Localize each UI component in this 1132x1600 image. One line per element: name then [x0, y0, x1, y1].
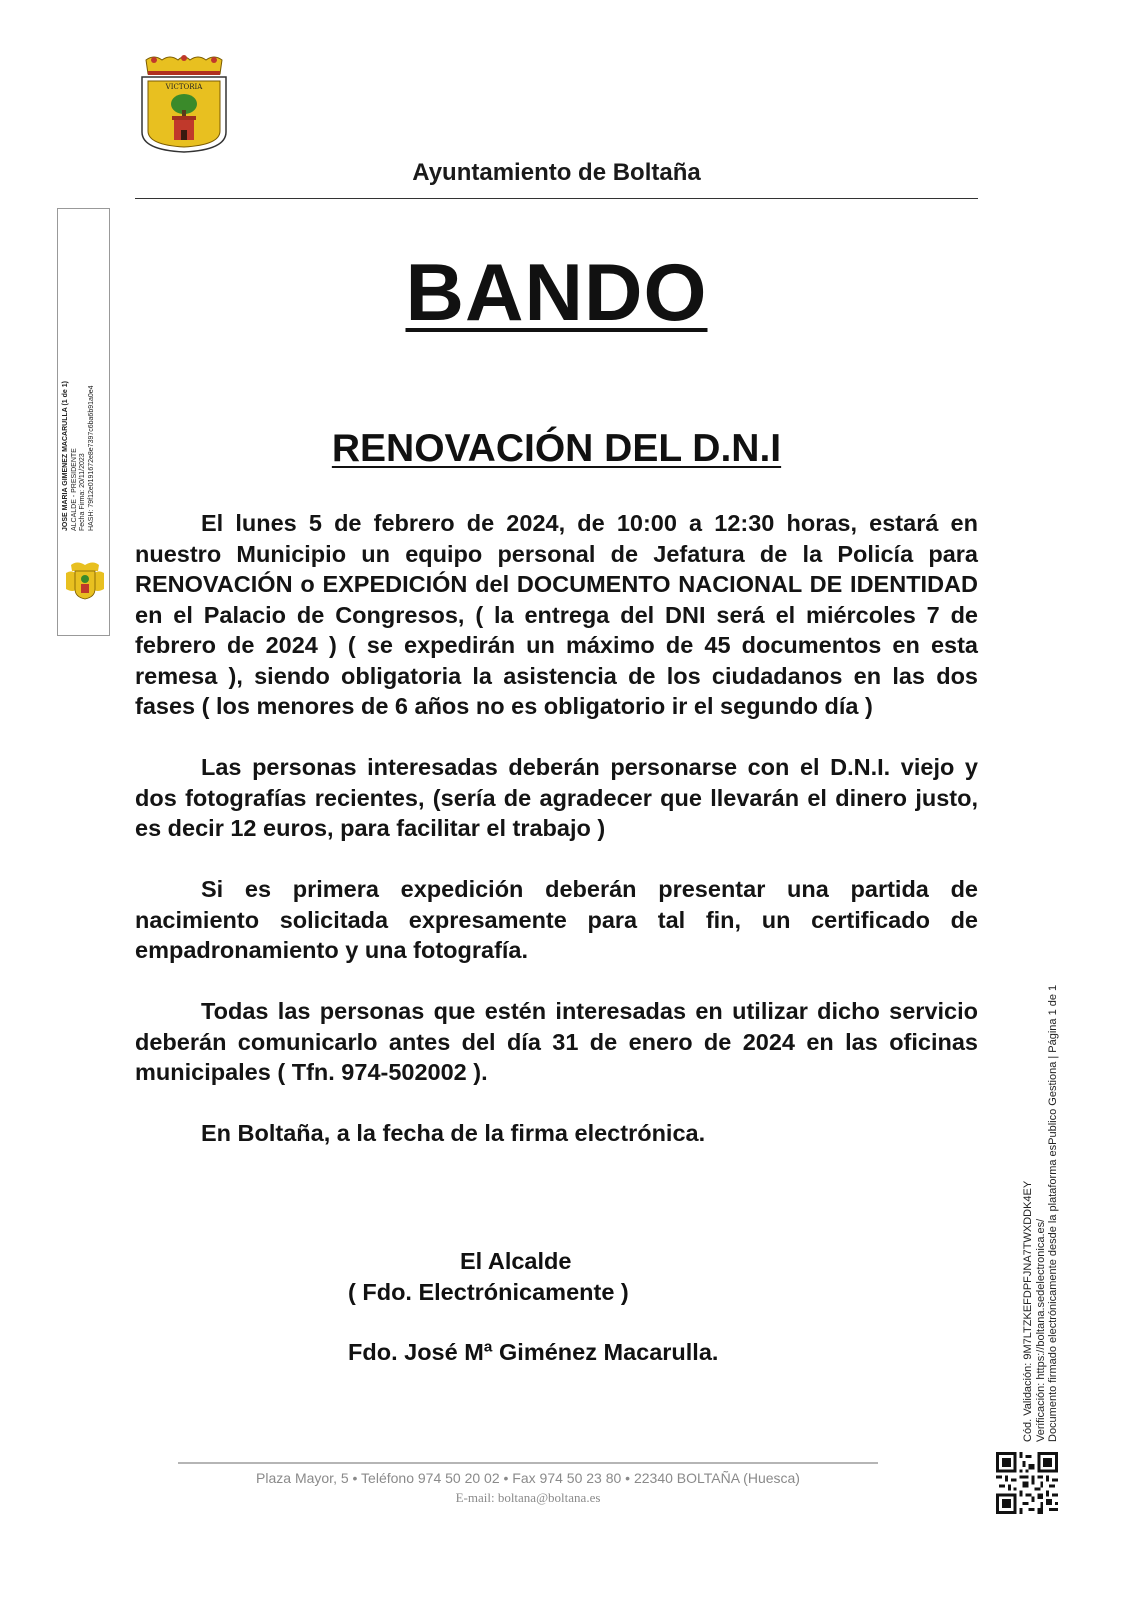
coat-motto-text: VICTORIA: [165, 83, 203, 91]
signature-stamp: [57, 208, 110, 636]
header-divider: [135, 198, 978, 199]
document-title: BANDO: [405, 248, 708, 338]
stamp-hash: HASH: 79f12e0191672e8e7397c6ba6b91a0e4: [87, 385, 95, 531]
signature-role: El Alcalde: [460, 1248, 572, 1274]
document-body: [135, 508, 978, 1179]
closing-line: En Boltaña, a la fecha de la firma electrónica.: [201, 1120, 706, 1146]
document-subject: RENOVACIÓN DEL D.N.I: [331, 427, 782, 470]
paragraph-2: Las personas interesadas deberán personarse con el D.N.I. viejo y dos fotografías recientes, (sería de agradecer que llevarán el dinero justo, es decir 12 euros, para facilitar el trabajo ): [135, 754, 978, 841]
stamp-date: Fecha Firma: 20/11/2023: [79, 453, 86, 531]
validation-platform: Documento firmado electrónicamente desde la plataforma esPublico Gestiona | Página 1 de 1: [1047, 984, 1059, 1442]
footer-divider: [178, 1462, 878, 1464]
stamp-coat-of-arms-icon: [63, 559, 107, 603]
stamp-text: [62, 221, 96, 531]
coat-of-arms-logo: [136, 54, 232, 154]
stamp-position: ALCALDE - PRESIDENTE: [70, 448, 78, 531]
signature-name: Fdo. José Mª Giménez Macarulla.: [348, 1339, 719, 1365]
footer-email: E-mail: boltana@boltana.es: [455, 1490, 601, 1505]
validation-info: [1022, 972, 1060, 1442]
signature-electronic-note: ( Fdo. Electrónicamente ): [348, 1278, 629, 1305]
stamp-signer: JOSE MARIA GIMENEZ MACARULLA (1 de 1): [62, 381, 69, 531]
footer-address: Plaza Mayor, 5 • Teléfono 974 50 20 02 • Fax 974 50 23 80 • 22340 BOLTAÑA (Huesca): [256, 1470, 800, 1486]
paragraph-1: El lunes 5 de febrero de 2024, de 10:00 a 12:30 horas, estará en nuestro Municipio un equipo personal de Jefatura de la Policía para RENOVACIÓN o EXPEDICIÓN del DOCUMENTO NACIONAL DE IDENTIDAD en el Palacio de Congresos, ( la entrega del DNI será el miércoles 7 de febrero de 2024 ) ( se expedirán un máximo de 45 documentos en esta remesa ), siendo obligatoria la asistencia de los ciudadanos en las dos fases ( los menores de 6 años no es obligatorio ir el segundo día ): [135, 510, 978, 719]
qr-code-icon: [996, 1452, 1058, 1514]
paragraph-3: Si es primera expedición deberán presentar una partida de nacimiento solicitada expresamente para tal fin, un certificado de empadronamiento y una fotografía.: [135, 876, 978, 963]
validation-url: Verificación: https://boltana.sedelectronica.es/: [1034, 1218, 1047, 1442]
signature-block: [348, 1246, 848, 1368]
organization-name: Ayuntamiento de Boltaña: [412, 159, 701, 186]
paragraph-4: Todas las personas que estén interesadas en utilizar dicho servicio deberán comunicarlo antes del día 31 de enero de 2024 en las oficinas municipales ( Tfn. 974-502002 ).: [135, 998, 978, 1085]
validation-code: Cód. Validación: 9M7LTZKEFDPFJNA7TWXDDK4EY: [1022, 1180, 1034, 1442]
